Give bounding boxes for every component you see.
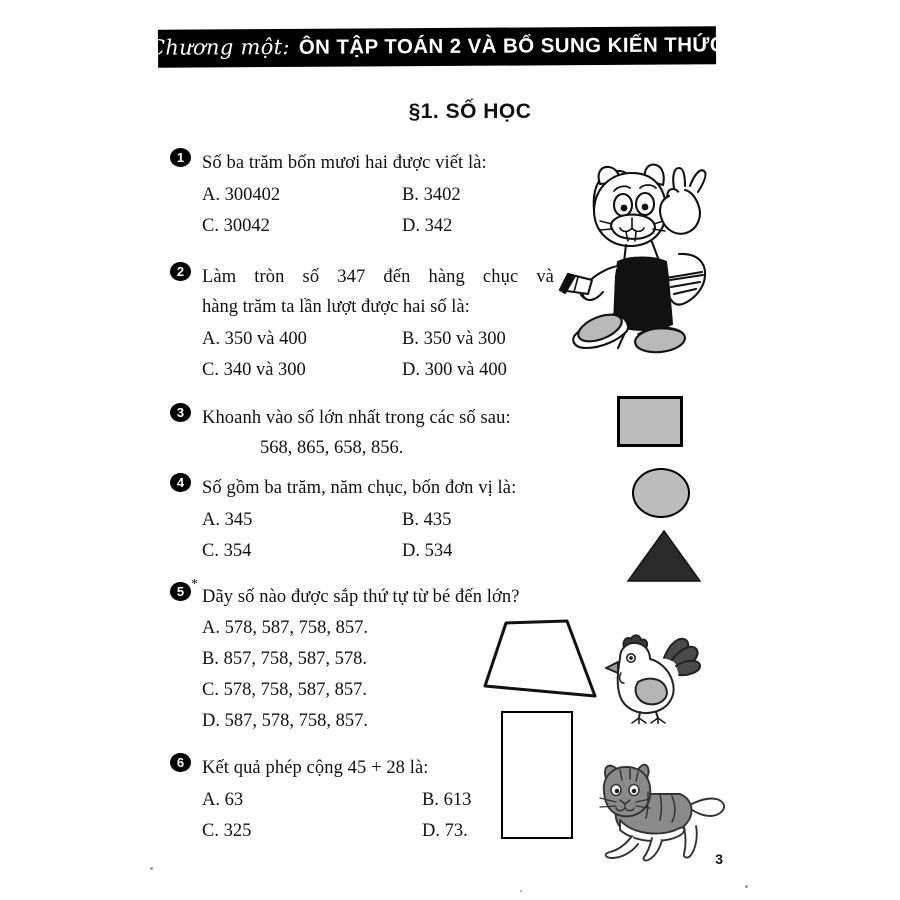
- chapter-banner-script-label: Chương một:: [148, 34, 290, 60]
- section-title: §1. SỐ HỌC: [408, 100, 532, 123]
- page-number: 3: [715, 851, 723, 867]
- scan-speck: [745, 885, 748, 888]
- chapter-banner-title: ÔN TẬP TOÁN 2 VÀ BỔ SUNG KIẾN THỨC: [298, 33, 726, 59]
- question-6-header: [170, 753, 471, 783]
- rectangle-outline-shape: [501, 711, 573, 839]
- trapezoid-outline-shape: [483, 612, 603, 704]
- question-2-prompt: Làm tròn số 347 đến hàng chục và: [202, 267, 554, 287]
- chapter-banner-content: [148, 26, 726, 67]
- dark-triangle-shape: [627, 530, 701, 582]
- question-block-2: [170, 262, 554, 386]
- answer-option[interactable]: C. 30042: [202, 216, 270, 236]
- answer-option[interactable]: D. 534: [402, 541, 453, 561]
- answer-option[interactable]: D. 587, 578, 758, 857.: [202, 711, 368, 731]
- question-2-prompt-line2: hàng trăm ta lần lượt được hai số là:: [202, 297, 470, 317]
- question-5-star-marker: *: [191, 577, 198, 592]
- question-number-badge-5: 5: [170, 582, 191, 601]
- question-2-answers: [202, 324, 554, 386]
- question-number-badge-2: 2: [170, 262, 191, 281]
- gray-circle-shape: [632, 468, 690, 518]
- answer-option[interactable]: C. 340 và 300: [202, 360, 306, 380]
- question-6-prompt: Kết quả phép cộng 45 + 28 là:: [202, 758, 429, 778]
- question-5-prompt: Dãy số nào được sắp thứ tự từ bé đến lớn?: [202, 587, 520, 607]
- question-block-6: [170, 753, 471, 847]
- question-4-prompt: Số gồm ba trăm, năm chục, bốn đơn vị là:: [202, 478, 517, 498]
- scan-speck: [520, 890, 522, 892]
- answer-option[interactable]: D. 300 và 400: [402, 360, 507, 380]
- question-number-badge-4: 4: [170, 473, 191, 492]
- chapter-banner: [148, 26, 726, 67]
- question-2-header: [170, 262, 554, 292]
- question-3-prompt: Khoanh vào số lớn nhất trong các số sau:: [202, 408, 511, 428]
- question-number-badge-6: 6: [170, 753, 191, 772]
- answer-option[interactable]: B. 3402: [402, 185, 461, 205]
- gray-square-shape: [617, 396, 683, 447]
- question-block-4: [170, 473, 516, 567]
- mascot-cat-illustration: [548, 158, 732, 354]
- answer-option[interactable]: D. 342: [402, 216, 453, 236]
- hen-illustration: [602, 628, 708, 724]
- answer-option[interactable]: A. 350 và 400: [202, 329, 307, 349]
- answer-option[interactable]: B. 613: [422, 790, 472, 810]
- answer-option[interactable]: B. 857, 758, 587, 578.: [202, 649, 367, 669]
- question-6-answers: [202, 785, 471, 847]
- scan-speck: [150, 867, 153, 870]
- answer-option[interactable]: B. 435: [402, 510, 452, 530]
- question-block-5: [170, 577, 520, 737]
- question-4-answers: [202, 505, 516, 567]
- question-1-prompt: Số ba trăm bốn mươi hai được viết là:: [202, 153, 487, 173]
- answer-option[interactable]: C. 325: [202, 821, 252, 841]
- question-number-badge-1: 1: [170, 148, 191, 167]
- answer-option[interactable]: C. 354: [202, 541, 252, 561]
- question-1-answers: [202, 180, 487, 242]
- answer-option[interactable]: D. 73.: [422, 821, 468, 841]
- answer-option[interactable]: A. 300402: [202, 185, 281, 205]
- answer-option[interactable]: C. 578, 758, 587, 857.: [202, 680, 367, 700]
- question-number-badge-3: 3: [170, 403, 191, 422]
- question-1-header: [170, 148, 487, 178]
- question-3-number-list: 568, 865, 658, 856.: [260, 438, 404, 458]
- question-4-header: [170, 473, 516, 503]
- question-5-answers: [202, 613, 520, 737]
- running-cat-illustration: [592, 758, 728, 862]
- answer-option[interactable]: A. 578, 587, 758, 857.: [202, 618, 368, 638]
- question-block-1: [170, 148, 487, 242]
- answer-option[interactable]: A. 63: [202, 790, 244, 810]
- question-5-header: [170, 577, 520, 612]
- answer-option[interactable]: A. 345: [202, 510, 253, 530]
- question-block-3: [170, 403, 511, 463]
- question-3-header: [170, 403, 511, 433]
- answer-option[interactable]: B. 350 và 300: [402, 329, 506, 349]
